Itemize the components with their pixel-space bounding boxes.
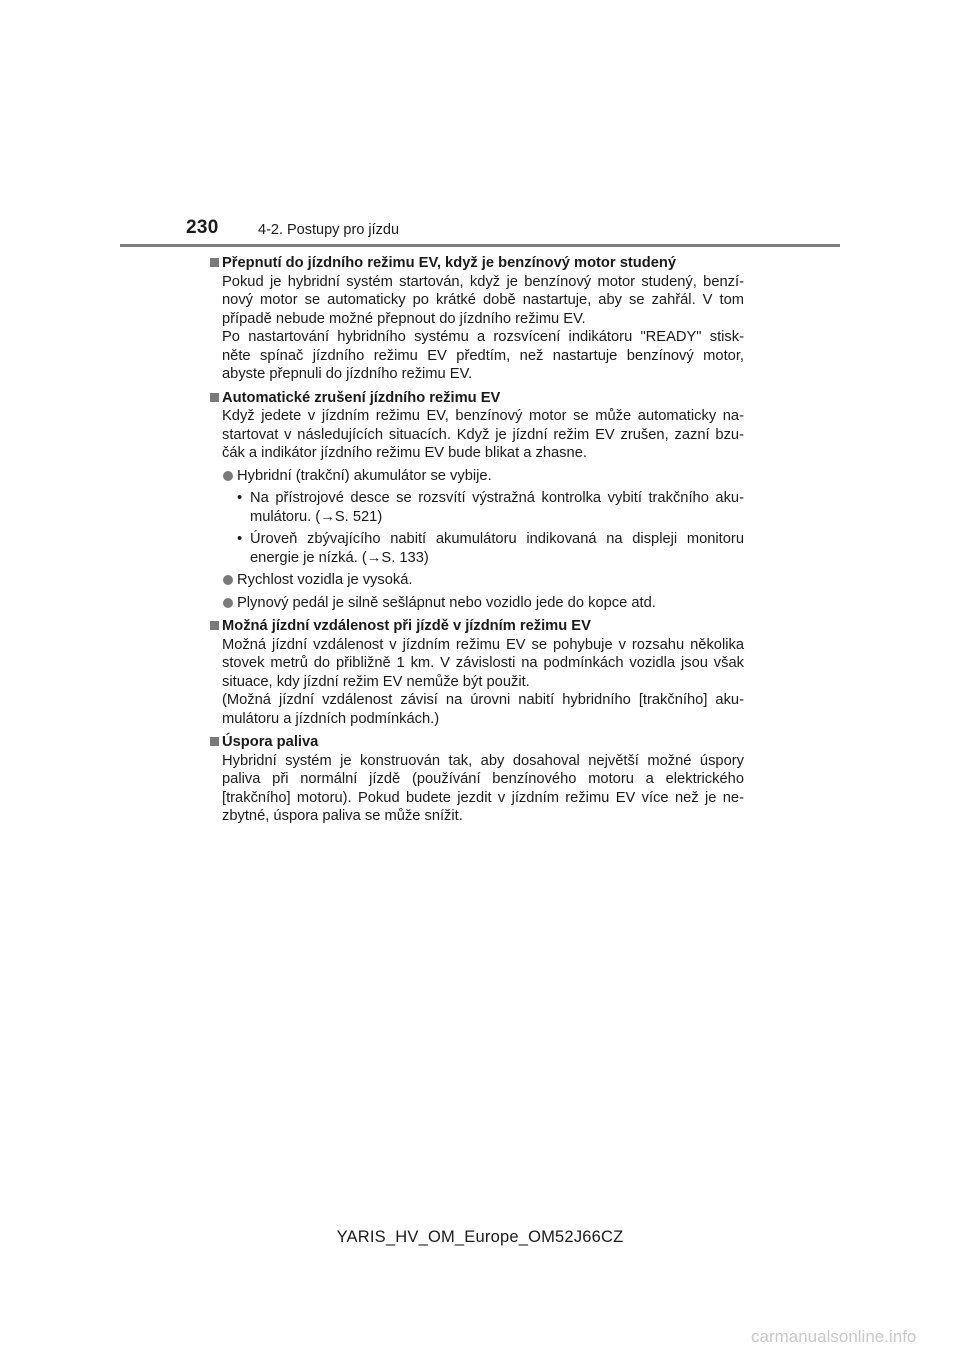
list-item: Hybridní (trakční) akumulátor se vybije.: [209, 467, 744, 486]
section-paragraph: [209, 407, 744, 463]
sub-bullet-item: [209, 530, 744, 567]
square-bullet-icon: [210, 737, 219, 746]
text-line: startovat v následujících situacích. Když je jízdní režim EV zrušen, zazní bzu-: [222, 426, 744, 443]
round-bullet-icon: [223, 471, 233, 481]
text-line: [trakčního] motoru). Pokud budete jezdit v jízdním režimu EV více než je ne-: [222, 789, 744, 806]
text-line: energie je nízká. (→S. 133): [250, 549, 429, 566]
square-bullet-icon: [210, 393, 219, 402]
page-content: [209, 254, 744, 831]
section-heading: Přepnutí do jízdního režimu EV, když je benzínový motor studený: [209, 254, 744, 273]
text-line: Po nastartování hybridního systému a rozsvícení indikátoru "READY" stisk-: [222, 329, 744, 345]
round-bullet-icon: [223, 575, 233, 585]
section-heading: Automatické zrušení jízdního režimu EV: [209, 389, 744, 408]
list-item: Rychlost vozidla je vysoká.: [209, 571, 744, 590]
text-line: mulátoru. (→S. 521): [250, 508, 383, 525]
dot-bullet-icon: •: [237, 531, 243, 547]
text-line: Hybridní systém je konstruován tak, aby dosahoval největší možné úspory: [222, 752, 744, 769]
text-line: čák a indikátor jízdního režimu EV bude blikat a zhasne.: [222, 445, 587, 461]
text-line: Když jedete v jízdním režimu EV, benzínový motor se může automaticky na-: [222, 408, 744, 424]
section-ev-cold-engine: [209, 254, 744, 384]
text-line: něte spínač jízdního režimu EV předtím, než nastartuje benzínový motor,: [222, 347, 744, 364]
text-line: paliva při normální jízdě (používání benzínového motoru a elektrického: [222, 771, 744, 787]
section-paragraph: [209, 752, 744, 826]
round-bullet-icon: [223, 598, 233, 608]
section-heading: Možná jízdní vzdálenost při jízdě v jízdním režimu EV: [209, 617, 744, 636]
list-item: Plynový pedál je silně sešlápnut nebo vozidlo jede do kopce atd.: [209, 594, 744, 613]
watermark: carmanualsonline.info: [751, 1327, 917, 1346]
page-header: [0, 0, 960, 250]
header-divider: [120, 244, 840, 247]
text-line: případě nebude možné přepnout do jízdního režimu EV.: [222, 310, 586, 327]
text-line: (Možná jízdní vzdálenost závisí na úrovni nabití hybridního [trakčního] aku-: [222, 692, 744, 708]
square-bullet-icon: [210, 621, 219, 630]
dot-bullet-icon: •: [237, 490, 243, 506]
section-auto-cancel-ev: [209, 389, 744, 613]
text-line: nový motor se automaticky po krátké době nastartuje, aby se zahřál. V tom: [222, 292, 744, 308]
text-line: stovek metrů do přibližně 1 km. V závislosti na podmínkách vozidla jsou však: [222, 655, 744, 671]
text-line: Pokud je hybridní systém startován, když je benzínový motor studený, benzí-: [222, 273, 744, 290]
section-ev-range: [209, 617, 744, 728]
text-line: zbytné, úspora paliva se může snížit.: [222, 808, 463, 824]
square-bullet-icon: [210, 258, 219, 267]
section-paragraph: [209, 636, 744, 729]
sub-bullet-item: [209, 489, 744, 526]
text-line: abyste přepnuli do jízdního režimu EV.: [222, 366, 473, 382]
document-code-footer: YARIS_HV_OM_Europe_OM52J66CZ: [336, 1228, 624, 1246]
page-number: 230: [186, 217, 219, 238]
section-paragraph: [209, 273, 744, 384]
section-fuel-economy: [209, 733, 744, 826]
text-line: Na přístrojové desce se rozsvítí výstražná kontrolka vybití trakčního aku-: [250, 490, 744, 506]
text-line: Úroveň zbývajícího nabití akumulátoru indikovaná na displeji monitoru: [250, 531, 744, 547]
section-heading: Úspora paliva: [209, 733, 744, 752]
text-line: Možná jízdní vzdálenost v jízdním režimu EV se pohybuje v rozsahu několika: [222, 636, 744, 653]
text-line: situace, kdy jízdní režim EV nemůže být použit.: [222, 673, 530, 690]
section-title: 4-2. Postupy pro jízdu: [258, 222, 400, 238]
text-line: mulátoru a jízdních podmínkách.): [222, 710, 440, 727]
